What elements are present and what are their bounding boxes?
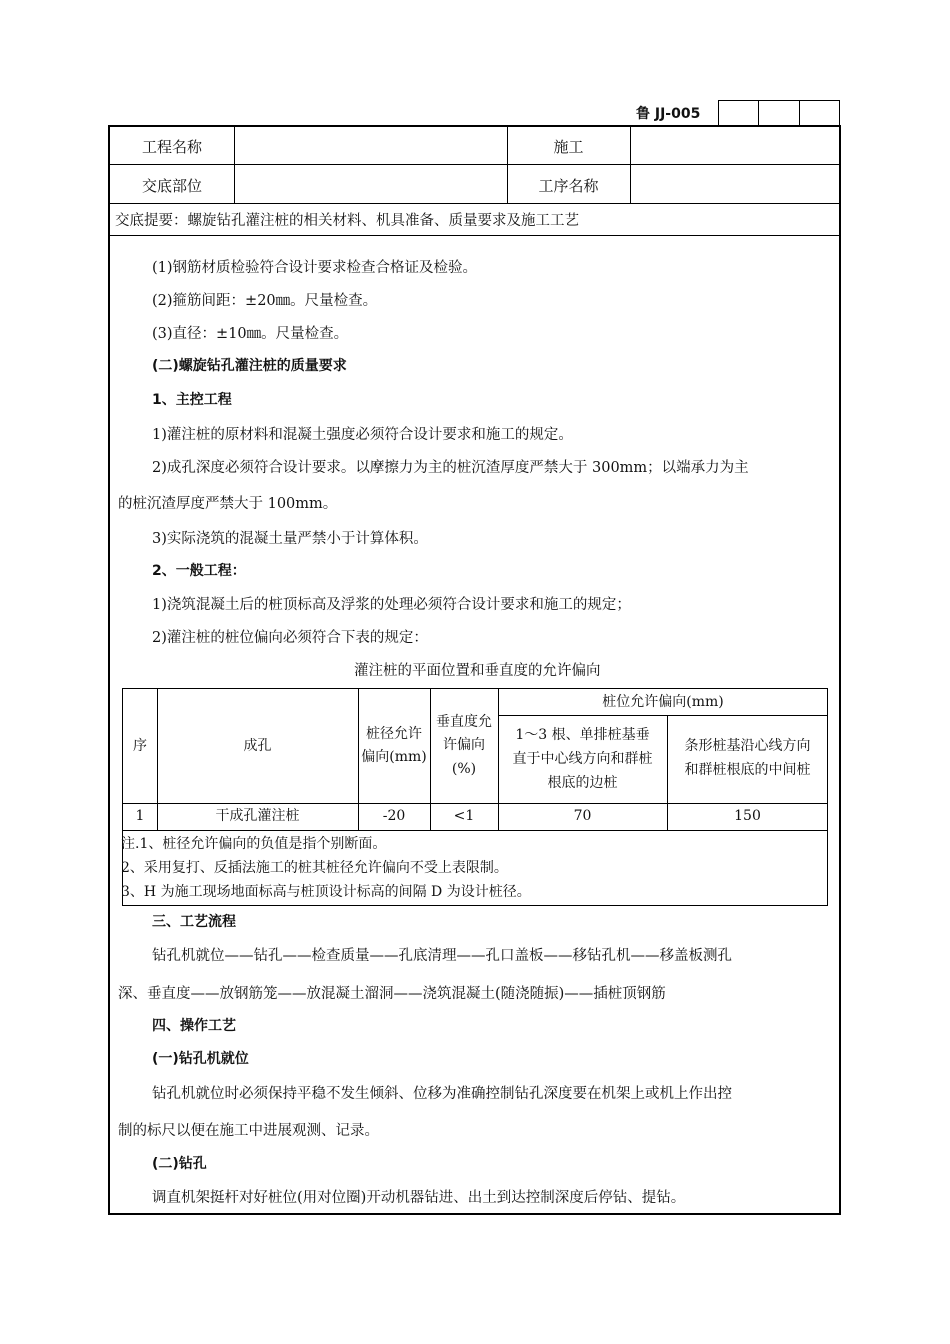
header-divider-1 — [110, 164, 839, 165]
table-hline-row — [123, 830, 827, 831]
col-hole: 成孔 — [243, 738, 272, 754]
header-divider-3 — [110, 235, 839, 236]
form-code-boxes — [718, 100, 840, 125]
section-heading-quality: (二)螺旋钻孔灌注桩的质量要求 — [152, 358, 347, 374]
col-mid-2: 和群桩根底的中间桩 — [684, 762, 811, 778]
handover-part-label: 交底部位 — [141, 177, 202, 195]
section-heading-main-control: 1、主控工程 — [152, 392, 232, 408]
summary-text: 交底提要：螺旋钻孔灌注桩的相关材料、机具准备、质量要求及施工工艺 — [115, 213, 579, 229]
col-vert-1: 垂直度允 — [436, 714, 492, 730]
header-divider-2 — [110, 203, 839, 204]
paragraph-1: (1)钢筋材质检验符合设计要求检查合格证及检验。 — [152, 260, 478, 276]
col-mid-1: 条形桩基沿心线方向 — [684, 738, 811, 754]
process-flow-a: 钻孔机就位——钻孔——检查质量——孔底清理——孔口盖板——移钻孔机——移盖板测孔 — [152, 948, 732, 964]
row-seq: 1 — [135, 808, 145, 824]
process-name-label: 工序名称 — [538, 177, 599, 195]
paragraph-11: 调直机架挺杆对好桩位(用对位圈)开动机器钻进、出土到达控制深度后停钻、提钻。 — [152, 1190, 686, 1206]
row-mid: 150 — [734, 808, 761, 824]
paragraph-2: (2)箍筋间距：±20㎜。尺量检查。 — [152, 293, 378, 309]
table-hline-pos — [498, 715, 827, 716]
row-diam: -20 — [382, 808, 406, 824]
code-box-1 — [719, 101, 759, 125]
project-name-label: 工程名称 — [141, 138, 202, 156]
code-box-2 — [759, 101, 799, 125]
col-edge-1: 1～3 根、单排桩基垂 — [515, 727, 650, 743]
col-pos: 桩位允许偏向(mm) — [602, 694, 724, 710]
section-heading-drill-position: (一)钻孔机就位 — [152, 1051, 249, 1067]
paragraph-8: 2)灌注桩的桩位偏向必须符合下表的规定： — [152, 630, 428, 646]
section-heading-process-flow: 三、工艺流程 — [152, 914, 236, 930]
code-box-3 — [800, 101, 839, 125]
table-title: 灌注桩的平面位置和垂直度的允许偏向 — [354, 663, 601, 679]
handover-part-value[interactable] — [234, 175, 507, 195]
process-name-value[interactable] — [630, 175, 839, 195]
paragraph-4: 1)灌注桩的原材料和混凝土强度必须符合设计要求和施工的规定。 — [152, 427, 573, 443]
deviation-table — [122, 688, 828, 906]
paragraph-10a: 钻孔机就位时必须保持平稳不发生倾斜、位移为准确控制钻孔深度要在机架上或机上作出控 — [152, 1086, 732, 1102]
col-edge-3: 根底的边桩 — [547, 775, 618, 791]
section-heading-drilling: (二)钻孔 — [152, 1156, 207, 1172]
col-seq: 序 — [133, 738, 147, 754]
paragraph-7: 1)浇筑混凝土后的桩顶标高及浮浆的处理必须符合设计要求和施工的规定； — [152, 597, 631, 613]
form-code: 鲁 JJ-005 — [636, 106, 701, 122]
col-edge-2: 直于中心线方向和群桩 — [512, 751, 653, 767]
paragraph-6: 3)实际浇筑的混凝土量严禁小于计算体积。 — [152, 531, 428, 547]
col-vert-3: (%) — [451, 761, 477, 777]
col-vert-2: 许偏向 — [443, 737, 485, 753]
paragraph-5b: 的桩沉渣厚度严禁大于 100mm。 — [118, 496, 338, 512]
table-hline-header — [123, 803, 827, 804]
paragraph-10b: 制的标尺以便在施工中进展观测、记录。 — [118, 1123, 379, 1139]
paragraph-5a: 2)成孔深度必须符合设计要求。以摩擦力为主的桩沉渣厚度严禁大于 300mm；以端承力为主 — [152, 460, 749, 476]
row-vert: <1 — [453, 808, 475, 824]
row-hole: 干成孔灌注桩 — [215, 808, 300, 824]
table-note-2: 2、采用复打、反插法施工的桩其桩径允许偏向不受上表限制。 — [121, 860, 508, 876]
section-heading-operation: 四、操作工艺 — [152, 1018, 236, 1034]
col-diam-2: 偏向(mm) — [361, 749, 427, 765]
construction-value[interactable] — [630, 136, 839, 156]
table-note-3: 3、H 为施工现场地面标高与桩顶设计标高的间隔 D 为设计桩径。 — [121, 884, 531, 900]
construction-label: 施工 — [553, 138, 584, 156]
section-heading-general: 2、一般工程： — [152, 563, 246, 579]
row-edge: 70 — [573, 808, 592, 824]
col-diam-1: 桩径允许 — [366, 726, 422, 742]
paragraph-3: (3)直径：±10㎜。尺量检查。 — [152, 326, 349, 342]
project-name-value[interactable] — [234, 136, 507, 156]
process-flow-b: 深、垂直度——放钢筋笼——放混凝土溜洞——浇筑混凝土(随浇随振)——插桩顶钢筋 — [118, 986, 666, 1002]
table-note-1: 注.1、桩径允许偏向的负值是指个别断面。 — [121, 836, 387, 852]
